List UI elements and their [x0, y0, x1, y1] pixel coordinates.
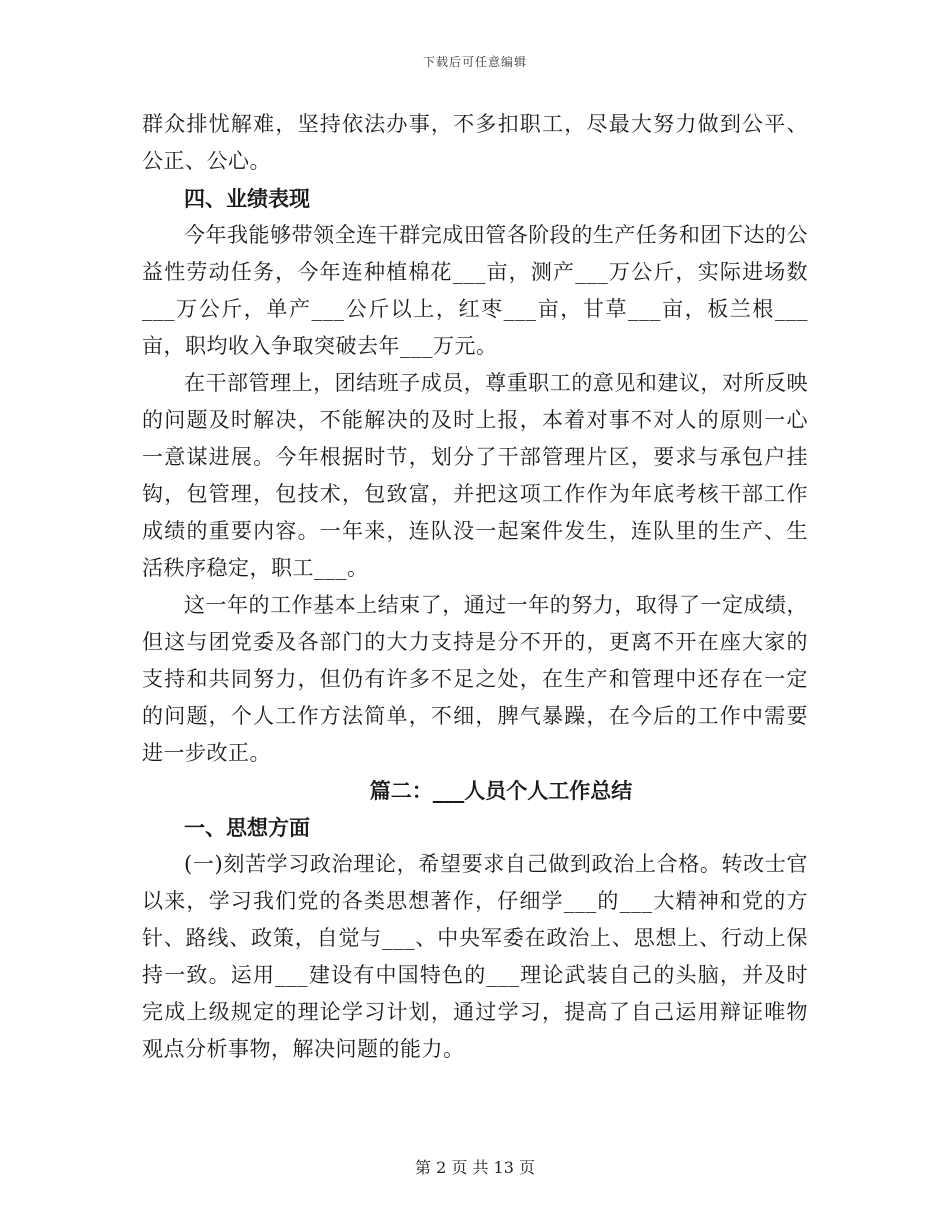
paragraph-cadre-management: 在干部管理上，团结班子成员，尊重职工的意见和建议，对所反映的问题及时解决，不能解决的及时上报，本着对事不对人的原则一心一意谋进展。今年根据时节，划分了干部管理片区，要求与承包户挂钩，包管理，包技术，包致富，并把这项工作作为年底考核干部工作成绩的重要内容。一年来，连队没一起案件发生，连队里的生产、生活秩序稳定，职工___。 — [142, 371, 808, 580]
page-header: 下载后可任意编辑 — [422, 55, 527, 69]
paragraph-continued: 群众排忧解难，坚持依法办事，不多扣职工，尽最大努力做到公平、公正、公心。 — [142, 112, 808, 173]
paragraph-production: 今年我能够带领全连干群完成田管各阶段的生产任务和团下达的公益性劳动任务，今年连种植棉花___亩，测产___万公斤，实际进场数___万公斤，单产___公斤以上，红枣___亩，甘草___亩，板兰根___亩，职均收入争取突破去年___万元。 — [142, 223, 808, 358]
article-title-2: 篇二：___人员个人工作总结 — [369, 778, 633, 803]
document-body — [142, 106, 808, 1068]
section-heading-ideology: 一、思想方面 — [184, 815, 310, 840]
paragraph-summary: 这一年的工作基本上结束了，通过一年的努力，取得了一定成绩，但这与团党委及各部门的大力支持是分不开的，更离不开在座大家的支持和共同努力，但仍有许多不足之处，在生产和管理中还存在一定的问题，个人工作方法简单，不细，脾气暴躁，在今后的工作中需要进一步改正。 — [142, 593, 808, 765]
paragraph-political-study: (一)刻苦学习政治理论，希望要求自己做到政治上合格。转改士官以来，学习我们党的各类思想著作，仔细学___的___大精神和党的方针、路线、政策，自觉与___、中央军委在政治上、思想上、行动上保持一致。运用___建设有中国特色的___理论武装自己的头脑，并及时完成上级规定的理论学习计划，通过学习，提高了自己运用辩证唯物观点分析事物，解决问题的能力。 — [142, 852, 808, 1061]
section-heading-performance: 四、业绩表现 — [184, 186, 310, 211]
page-number: 第 2 页 共 13 页 — [415, 1158, 535, 1177]
